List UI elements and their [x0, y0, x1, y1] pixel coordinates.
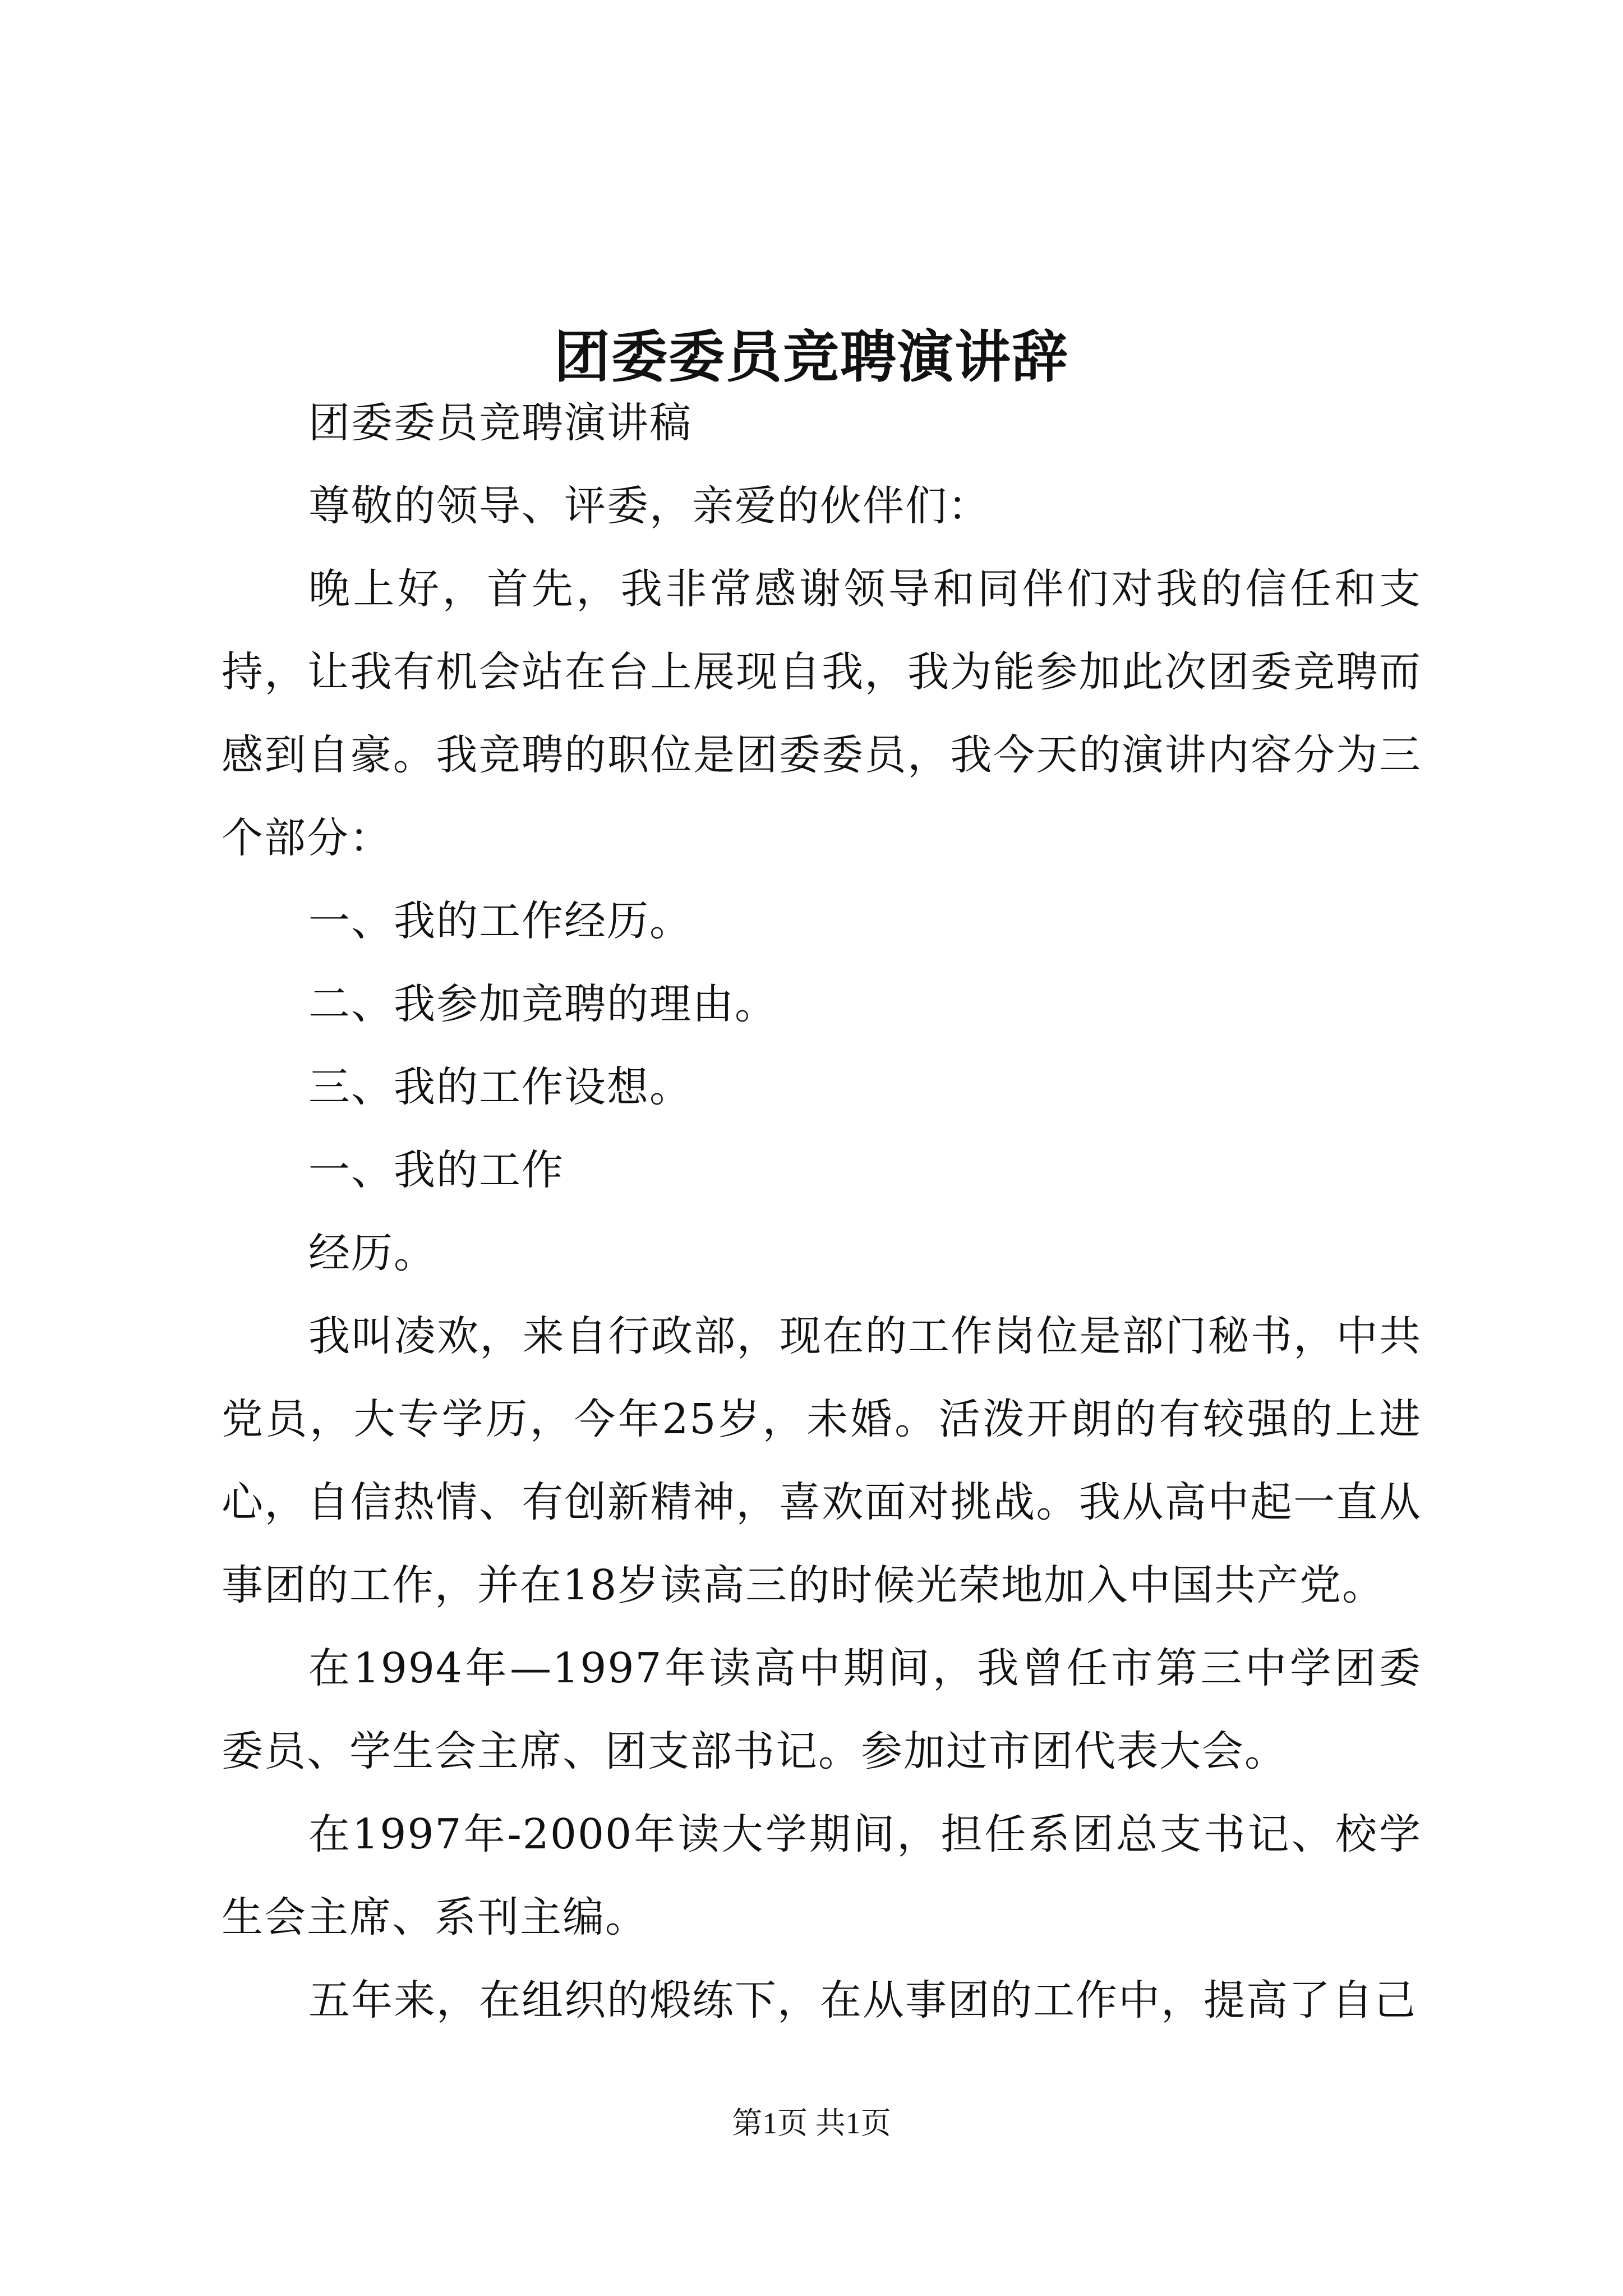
paragraph-subtitle: 团委委员竞聘演讲稿 [308, 399, 692, 447]
paragraph-salutation: 尊敬的领导、评委，亲爱的伙伴们： [308, 482, 990, 530]
paragraph-opening: 晚上好，首先，我非常感谢领导和同伴们对我的信任和支持，让我有机会站在台上展现自我，我为能参加此次团委竞聘而感到自豪。我竞聘的职位是团委委员，我今天的演讲内容分为三个部分： [222, 565, 1422, 862]
paragraph-high-school: 在1994年—1997年读高中期间，我曾任市第三中学团委委员、学生会主席、团支部书记。参加过市团代表大会。 [222, 1644, 1422, 1775]
paragraph-section-heading: 一、我的工作 [308, 1146, 564, 1194]
paragraph-outline-2: 二、我参加竞聘的理由。 [308, 980, 777, 1028]
paragraph-outline-1: 一、我的工作经历。 [308, 897, 692, 945]
paragraph-outline-3: 三、我的工作设想。 [308, 1063, 692, 1111]
paragraph-section-heading-cont: 经历。 [308, 1229, 436, 1277]
document-body [222, 381, 1422, 2042]
paragraph-self-intro: 我叫凌欢，来自行政部，现在的工作岗位是部门秘书，中共党员，大专学历，今年25岁，未婚。活泼开朗的有较强的上进心，自信热情、有创新精神，喜欢面对挑战。我从高中起一直从事团的工作，并在18岁读高三的时候光荣地加入中国共产党。 [222, 1312, 1422, 1609]
document-title: 团委委员竞聘演讲辞 [554, 324, 1069, 390]
paragraph-university: 在1997年-2000年读大学期间，担任系团总支书记、校学生会主席、系刊主编。 [222, 1810, 1422, 1941]
paragraph-five-years: 五年来，在组织的煅练下，在从事团的工作中，提高了自己 [308, 1976, 1417, 2024]
page-footer: 第1页 共1页 [732, 2106, 891, 2140]
